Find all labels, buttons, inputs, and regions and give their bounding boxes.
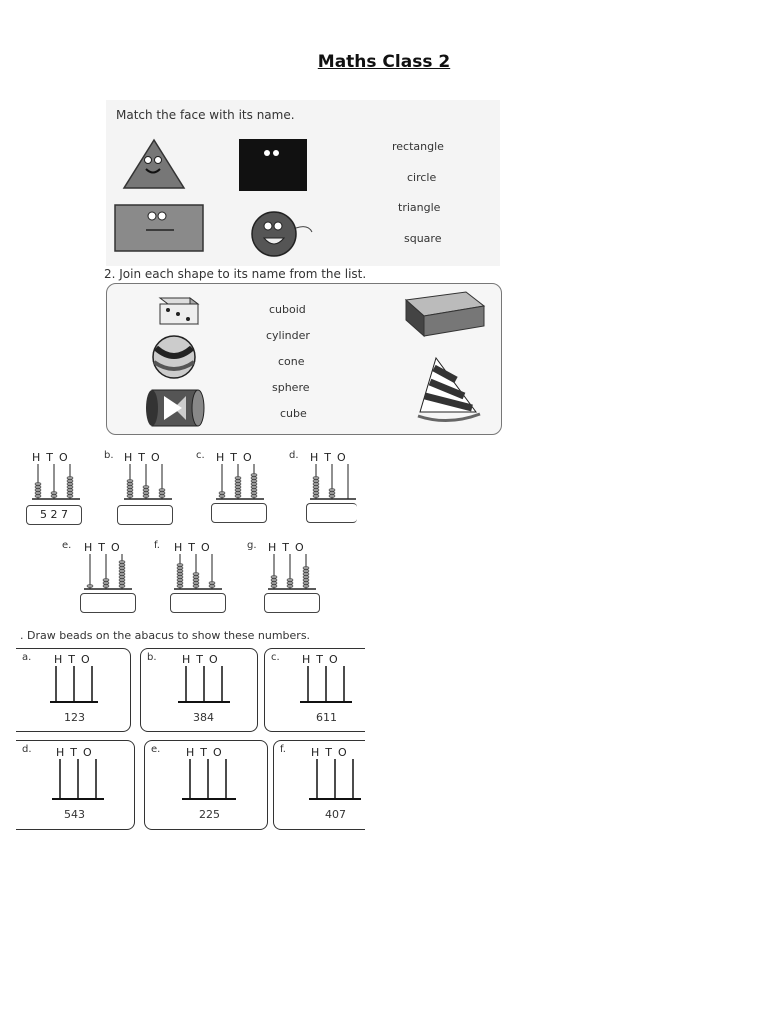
place-header: HTO [124,451,166,464]
place-header: HTO [186,746,228,759]
square-face-icon [238,138,308,192]
place-header: HTO [54,653,96,666]
answer-box[interactable] [80,593,136,613]
answer-box[interactable] [117,505,173,525]
place-header: HTO [216,451,258,464]
item-letter: a. [22,652,32,663]
party-hat-icon [416,356,484,426]
face-name-circle: circle [407,171,437,184]
place-header: HTO [310,451,352,464]
dice-icon [152,292,200,328]
abacus-number: 123 [64,711,85,724]
item-letter: e. [151,744,161,755]
abacus-diagram [264,552,320,592]
empty-abacus [307,757,367,801]
answer-box[interactable] [211,503,267,523]
empty-abacus [298,664,358,704]
circle-face-icon [246,208,320,258]
place-header: HTO [302,653,344,666]
place-header: HTO [311,746,353,759]
place-header: HTO [32,451,74,464]
shape-name-cuboid: cuboid [269,303,306,316]
match-face-instruction: Match the face with its name. [116,108,295,122]
answer-box[interactable] [264,593,320,613]
draw-beads-instruction: . Draw beads on the abacus to show these numbers. [20,629,311,642]
item-letter: f. [154,540,160,551]
drum-icon [146,386,204,430]
item-letter: f. [280,744,286,755]
page-title: Maths Class 2 [317,52,451,72]
shape-name-cube: cube [280,407,307,420]
triangle-face-icon [122,138,186,190]
ball-icon [146,334,204,380]
empty-abacus [178,664,238,704]
answer-box[interactable] [306,503,357,523]
abacus-diagram [120,462,176,502]
item-letter: b. [104,450,114,461]
abacus-diagram [170,552,226,592]
abacus-number: 543 [64,808,85,821]
rectangle-face-icon [114,204,204,252]
abacus-diagram [28,462,84,502]
face-name-rectangle: rectangle [392,140,444,153]
empty-abacus [182,757,242,801]
item-letter: b. [147,652,157,663]
abacus-number: 407 [325,808,346,821]
place-header: HTO [268,541,310,554]
item-letter: e. [62,540,72,551]
box-icon [402,288,486,340]
abacus-diagram [306,462,362,502]
answer-box[interactable] [26,505,82,525]
abacus-number: 384 [193,711,214,724]
item-letter: c. [196,450,205,461]
answer-value: 5 2 7 [40,508,68,521]
shape-name-cone: cone [278,355,305,368]
empty-abacus [50,664,110,704]
abacus-diagram [212,462,268,502]
place-header: HTO [174,541,216,554]
answer-box[interactable] [170,593,226,613]
shape-name-sphere: sphere [272,381,310,394]
item-letter: d. [289,450,299,461]
abacus-number: 225 [199,808,220,821]
place-header: HTO [182,653,224,666]
join-shape-instruction: 2. Join each shape to its name from the list. [104,267,367,281]
abacus-diagram [80,552,136,592]
item-letter: g. [247,540,257,551]
shape-name-cylinder: cylinder [266,329,310,342]
item-letter: c. [271,652,280,663]
face-name-square: square [404,232,442,245]
face-name-triangle: triangle [398,201,441,214]
place-header: HTO [84,541,126,554]
empty-abacus [52,757,112,801]
item-letter: d. [22,744,32,755]
place-header: HTO [56,746,98,759]
abacus-number: 611 [316,711,337,724]
